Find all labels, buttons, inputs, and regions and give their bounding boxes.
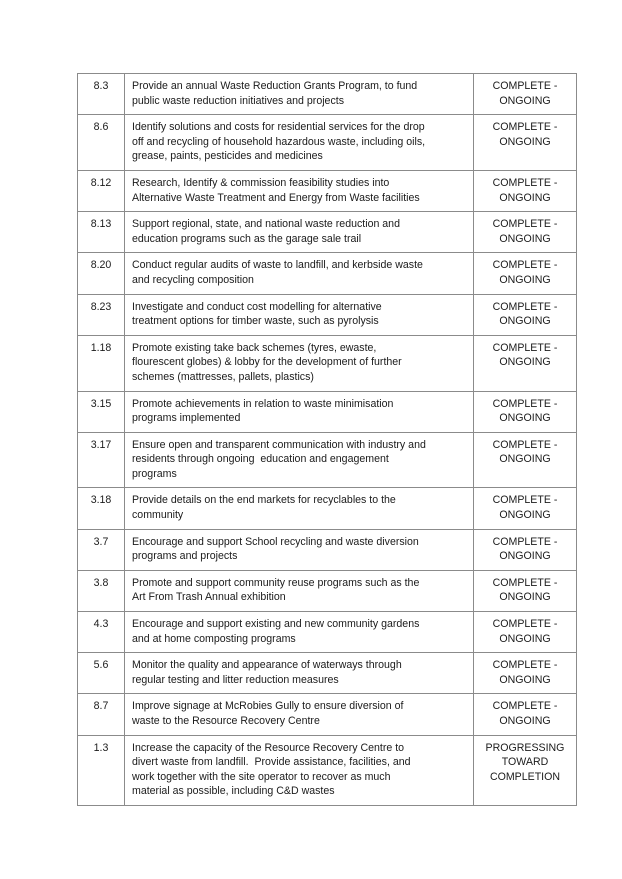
action-description-cell — [125, 74, 474, 115]
status-line: TOWARD — [501, 756, 549, 769]
table-row — [78, 253, 577, 294]
description-line: Support regional, state, and national waste reduction and — [132, 218, 400, 231]
table-body — [78, 74, 577, 806]
description-line: Promote and support community reuse programs such as the — [132, 576, 420, 589]
table-row — [78, 488, 577, 529]
status-line: ONGOING — [499, 412, 551, 425]
action-id-cell: 1.18 — [78, 335, 125, 391]
status-cell — [474, 115, 577, 171]
table-row — [78, 335, 577, 391]
action-id-cell: 8.3 — [78, 74, 125, 115]
status-cell — [474, 74, 577, 115]
status-line: COMPLETE - — [492, 341, 558, 354]
action-description-cell — [125, 735, 474, 805]
status-line: COMPLETE - — [492, 659, 558, 672]
status-cell — [474, 253, 577, 294]
description-line: programs — [132, 467, 177, 480]
status-cell — [474, 653, 577, 694]
action-id-cell: 3.8 — [78, 570, 125, 611]
status-line: ONGOING — [499, 191, 551, 204]
action-id-cell: 3.7 — [78, 529, 125, 570]
description-line: and at home composting programs — [132, 632, 296, 645]
action-description-cell — [125, 612, 474, 653]
description-line: Promote existing take back schemes (tyres, ewaste, — [132, 341, 377, 354]
status-line: COMPLETE - — [492, 494, 558, 507]
description-line: off and recycling of household hazardous waste, including oils, — [132, 135, 426, 148]
status-line: COMPLETE - — [492, 121, 558, 134]
description-line: Encourage and support School recycling and waste diversion — [132, 535, 419, 548]
table-row — [78, 391, 577, 432]
status-line: COMPLETE - — [492, 397, 558, 410]
description-line: Ensure open and transparent communication with industry and — [132, 438, 426, 451]
action-id-cell: 3.17 — [78, 432, 125, 488]
action-id-cell: 3.15 — [78, 391, 125, 432]
action-description-cell — [125, 653, 474, 694]
table-row — [78, 74, 577, 115]
description-line: Art From Trash Annual exhibition — [132, 591, 286, 604]
description-line: Investigate and conduct cost modelling for alternative — [132, 300, 382, 313]
action-description-cell — [125, 488, 474, 529]
description-line: programs and projects — [132, 550, 238, 563]
table-row — [78, 170, 577, 211]
status-line: COMPLETE - — [492, 259, 558, 272]
status-line: COMPLETE - — [492, 218, 558, 231]
action-id-cell: 1.3 — [78, 735, 125, 805]
description-line: material as possible, including C&D wastes — [132, 785, 335, 798]
status-cell — [474, 529, 577, 570]
action-id-cell: 8.7 — [78, 694, 125, 735]
status-line: ONGOING — [499, 673, 551, 686]
status-line: ONGOING — [499, 453, 551, 466]
status-line: ONGOING — [499, 356, 551, 369]
action-description-cell — [125, 170, 474, 211]
description-line: public waste reduction initiatives and projects — [132, 94, 344, 107]
action-description-cell — [125, 694, 474, 735]
description-line: Increase the capacity of the Resource Recovery Centre to — [132, 741, 405, 754]
description-line: Identify solutions and costs for residential services for the drop — [132, 121, 425, 134]
status-cell — [474, 170, 577, 211]
action-id-cell: 5.6 — [78, 653, 125, 694]
description-line: Encourage and support existing and new community gardens — [132, 618, 420, 631]
status-cell — [474, 488, 577, 529]
status-line: COMPLETION — [489, 770, 561, 783]
status-line: COMPLETE - — [492, 576, 558, 589]
status-line: ONGOING — [499, 273, 551, 286]
description-line: grease, paints, pesticides and medicines — [132, 150, 323, 163]
description-line: waste to the Resource Recovery Centre — [132, 715, 320, 727]
description-line: Improve signage at McRobies Gully to ensure diversion of — [132, 700, 404, 713]
action-description-cell — [125, 335, 474, 391]
description-line: programs implemented — [132, 412, 241, 425]
table-row — [78, 294, 577, 335]
status-cell — [474, 391, 577, 432]
action-id-cell: 4.3 — [78, 612, 125, 653]
table-row — [78, 653, 577, 694]
status-cell — [474, 694, 577, 735]
status-line: COMPLETE - — [492, 535, 558, 548]
description-line: Monitor the quality and appearance of waterways through — [132, 659, 402, 672]
description-line: community — [132, 509, 184, 522]
action-description-cell — [125, 391, 474, 432]
status-cell — [474, 735, 577, 805]
status-line: ONGOING — [499, 135, 551, 148]
table-row — [78, 115, 577, 171]
action-id-cell: 8.12 — [78, 170, 125, 211]
action-id-cell: 8.6 — [78, 115, 125, 171]
action-description-cell — [125, 212, 474, 253]
description-line: Conduct regular audits of waste to landfill, and kerbside waste — [132, 259, 423, 272]
status-line: COMPLETE - — [492, 176, 558, 189]
table-row — [78, 432, 577, 488]
description-line: and recycling composition — [132, 273, 254, 286]
description-line: treatment options for timber waste, such as pyrolysis — [132, 315, 379, 328]
status-cell — [474, 335, 577, 391]
status-line: COMPLETE - — [492, 700, 558, 713]
status-cell — [474, 612, 577, 653]
action-description-cell — [125, 253, 474, 294]
table-row — [78, 529, 577, 570]
status-line: COMPLETE - — [492, 618, 558, 631]
status-cell — [474, 212, 577, 253]
status-cell — [474, 570, 577, 611]
table-row — [78, 694, 577, 735]
status-line: COMPLETE - — [492, 438, 558, 451]
action-id-cell: 8.20 — [78, 253, 125, 294]
action-description-cell — [125, 115, 474, 171]
status-line: ONGOING — [499, 232, 551, 245]
description-line: Research, Identify & commission feasibility studies into — [132, 176, 390, 189]
status-cell — [474, 432, 577, 488]
description-line: work together with the site operator to recover as much — [132, 770, 391, 783]
description-line: Alternative Waste Treatment and Energy from Waste facilities — [132, 191, 420, 204]
action-id-cell: 8.13 — [78, 212, 125, 253]
description-line: Promote achievements in relation to waste minimisation — [132, 397, 394, 410]
status-line: PROGRESSING — [485, 741, 565, 754]
status-line: ONGOING — [499, 315, 551, 328]
description-line: residents through ongoing education and engagement — [132, 453, 389, 466]
action-description-cell — [125, 294, 474, 335]
table-row — [78, 212, 577, 253]
status-line: ONGOING — [499, 509, 551, 522]
status-cell — [474, 294, 577, 335]
description-line: regular testing and litter reduction measures — [132, 673, 339, 686]
table-row — [78, 570, 577, 611]
action-id-cell: 3.18 — [78, 488, 125, 529]
description-line: education programs such as the garage sale trail — [132, 232, 362, 245]
action-description-cell — [125, 432, 474, 488]
action-description-cell — [125, 570, 474, 611]
status-line: ONGOING — [499, 632, 551, 645]
description-line: schemes (mattresses, pallets, plastics) — [132, 370, 314, 383]
description-line: Provide details on the end markets for recyclables to the — [132, 494, 396, 507]
action-id-cell: 8.23 — [78, 294, 125, 335]
status-line: ONGOING — [499, 715, 551, 727]
status-line: ONGOING — [499, 550, 551, 563]
action-status-table — [77, 73, 577, 806]
action-description-cell — [125, 529, 474, 570]
description-line: flourescent globes) & lobby for the development of further — [132, 356, 402, 369]
status-line: ONGOING — [499, 94, 551, 107]
table-row — [78, 612, 577, 653]
description-line: Provide an annual Waste Reduction Grants Program, to fund — [132, 80, 418, 92]
description-line: divert waste from landfill. Provide assistance, facilities, and — [132, 756, 411, 769]
status-line: COMPLETE - — [492, 80, 558, 92]
status-line: COMPLETE - — [492, 300, 558, 313]
status-line: ONGOING — [499, 591, 551, 604]
table-row — [78, 735, 577, 805]
